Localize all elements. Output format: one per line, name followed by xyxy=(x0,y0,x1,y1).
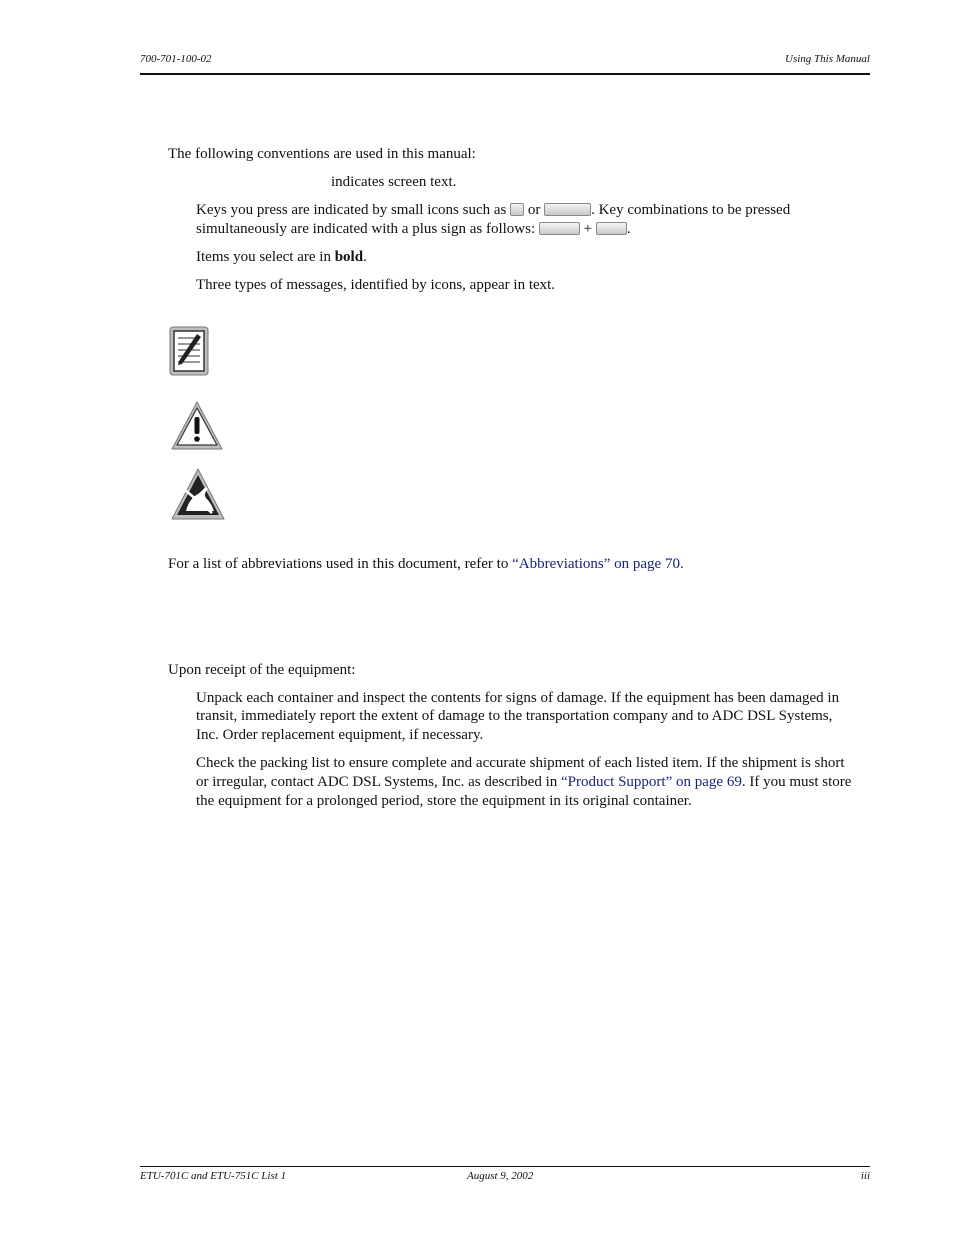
packing-list-line3: the equipment for a prolonged period, store the equipment in its original container. xyxy=(196,793,692,809)
header-rule xyxy=(140,73,870,75)
messages-convention: Three types of messages, identified by icons, appear in text. xyxy=(196,277,556,293)
packing-list-line2: or irregular, contact ADC DSL Systems, Inc. as described in “Product Support” on page 69. If you must store xyxy=(196,774,852,790)
note-icon xyxy=(169,326,209,376)
select-convention: Items you select are in bold. xyxy=(196,249,367,265)
footer-product: ETU-701C and ETU-751C List 1 xyxy=(140,1170,287,1182)
footer-rule xyxy=(140,1166,870,1167)
receipt-intro: Upon receipt of the equipment: xyxy=(168,662,356,678)
header-doc-number: 700-701-100-02 xyxy=(140,53,212,65)
footer-date: August 9, 2002 xyxy=(467,1170,534,1182)
product-support-link[interactable]: “Product Support” on page 69 xyxy=(561,774,742,790)
abbreviations-paragraph: For a list of abbreviations used in this document, refer to “Abbreviations” on page 70. xyxy=(168,556,684,572)
conventions-intro: The following conventions are used in this manual: xyxy=(168,146,476,162)
abbreviations-link[interactable]: “Abbreviations” on page 70 xyxy=(512,556,680,572)
keys-convention-line1: Keys you press are indicated by small icons such as or . Key combinations to be pressed xyxy=(196,202,791,218)
header-section-title: Using This Manual xyxy=(785,53,870,65)
esd-warning-icon xyxy=(170,467,226,523)
screen-text-convention: indicates screen text. xyxy=(331,174,457,190)
footer-page-number: iii xyxy=(860,1170,870,1182)
keys-convention-line2: simultaneously are indicated with a plus sign as follows: + . xyxy=(196,221,631,237)
small-key-icon xyxy=(510,203,524,216)
caution-icon xyxy=(170,400,224,452)
wide-key-icon xyxy=(544,203,591,216)
unpack-line3: Inc. Order replacement equipment, if necessary. xyxy=(196,727,484,743)
combo-key-icon-2 xyxy=(596,222,627,235)
unpack-line1: Unpack each container and inspect the contents for signs of damage. If the equipment has been damaged in xyxy=(196,690,840,706)
combo-key-icon-1 xyxy=(539,222,580,235)
unpack-line2: transit, immediately report the extent of damage to the transportation company and to ADC DSL Systems, xyxy=(196,708,833,724)
packing-list-line1: Check the packing list to ensure complete and accurate shipment of each listed item. If the shipment is short xyxy=(196,755,845,771)
